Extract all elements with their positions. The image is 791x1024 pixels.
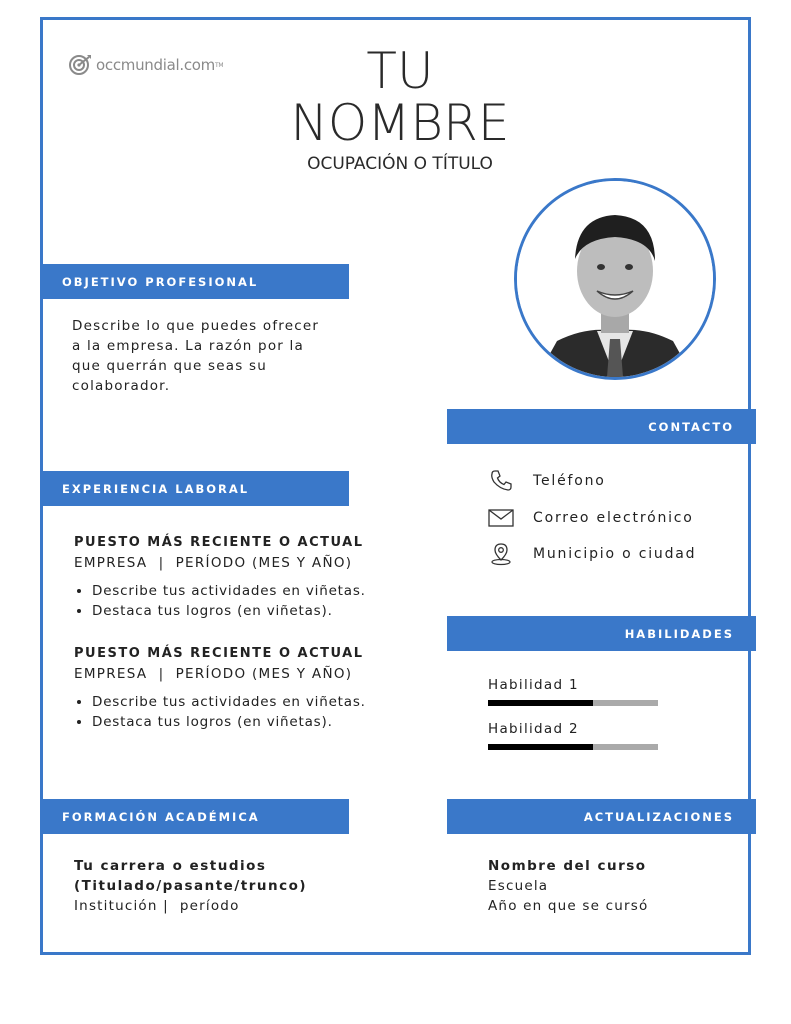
brand-logo: occmundial.com TM bbox=[68, 54, 223, 76]
job-entry bbox=[74, 533, 366, 621]
contact-phone-label: Teléfono bbox=[533, 473, 606, 489]
objective-line: colaborador. bbox=[72, 378, 171, 394]
skill-bar-fill bbox=[488, 700, 593, 706]
updates-text bbox=[488, 856, 648, 916]
skills-heading: HABILIDADES bbox=[624, 626, 734, 641]
job-company-period: EMPRESA | PERÍODO (MES Y AÑO) bbox=[74, 555, 353, 571]
education-status: (Titulado/pasante/trunco) bbox=[74, 878, 308, 894]
name-line-2: NOMBRE bbox=[290, 94, 510, 152]
education-text bbox=[74, 856, 307, 916]
experience-heading-bar bbox=[42, 471, 349, 506]
experience-heading: EXPERIENCIA LABORAL bbox=[62, 481, 250, 496]
skill-label: Habilidad 1 bbox=[488, 677, 579, 693]
job-company-period: EMPRESA | PERÍODO (MES Y AÑO) bbox=[74, 666, 353, 682]
education-institution: Institución | período bbox=[74, 898, 240, 914]
contact-heading: CONTACTO bbox=[648, 419, 734, 434]
objective-line: a la empresa. La razón por la bbox=[72, 338, 304, 354]
skills-heading-bar bbox=[447, 616, 756, 651]
education-heading-bar bbox=[42, 799, 349, 834]
job-bullet: • Describe tus actividades en viñetas. bbox=[92, 692, 366, 712]
objective-heading-bar bbox=[42, 264, 349, 299]
skill-label: Habilidad 2 bbox=[488, 721, 579, 737]
contact-phone bbox=[488, 470, 606, 492]
education-degree: Tu carrera o estudios bbox=[74, 858, 267, 874]
occupation-title: OCUPACIÓN O TÍTULO bbox=[307, 154, 493, 174]
job-bullet: • Destaca tus logros (en viñetas). bbox=[92, 601, 366, 621]
profile-portrait-icon bbox=[517, 181, 713, 377]
course-year: Año en que se cursó bbox=[488, 898, 649, 914]
objective-line: Describe lo que puedes ofrecer bbox=[72, 318, 320, 334]
name-line-1: TU bbox=[366, 42, 434, 100]
objective-heading: OBJETIVO PROFESIONAL bbox=[62, 274, 259, 289]
job-bullet: • Destaca tus logros (en viñetas). bbox=[92, 712, 366, 732]
skill-bar-fill bbox=[488, 744, 593, 750]
course-school: Escuela bbox=[488, 878, 549, 894]
skill-bar-track bbox=[488, 700, 658, 706]
job-title: PUESTO MÁS RECIENTE O ACTUAL bbox=[74, 646, 364, 661]
job-entry bbox=[74, 644, 366, 732]
location-pin-icon bbox=[488, 543, 514, 565]
contact-email-label: Correo electrónico bbox=[533, 510, 694, 526]
logo-text: occmundial.com bbox=[96, 56, 215, 74]
job-title: PUESTO MÁS RECIENTE O ACTUAL bbox=[74, 535, 364, 550]
contact-location bbox=[488, 543, 696, 565]
updates-heading: ACTUALIZACIONES bbox=[583, 809, 734, 824]
contact-email bbox=[488, 507, 694, 529]
education-heading: FORMACIÓN ACADÉMICA bbox=[62, 809, 260, 824]
target-logo-icon bbox=[68, 54, 92, 76]
phone-icon bbox=[488, 470, 514, 492]
skill-bar-track bbox=[488, 744, 658, 750]
contact-heading-bar bbox=[447, 409, 756, 444]
envelope-icon bbox=[488, 507, 514, 529]
contact-location-label: Municipio o ciudad bbox=[533, 546, 697, 562]
updates-heading-bar bbox=[447, 799, 756, 834]
profile-photo bbox=[514, 178, 716, 380]
objective-line: que querrán que seas su bbox=[72, 358, 267, 374]
objective-text bbox=[72, 316, 319, 396]
job-bullet: • Describe tus actividades en viñetas. bbox=[92, 581, 366, 601]
course-name: Nombre del curso bbox=[488, 858, 647, 874]
